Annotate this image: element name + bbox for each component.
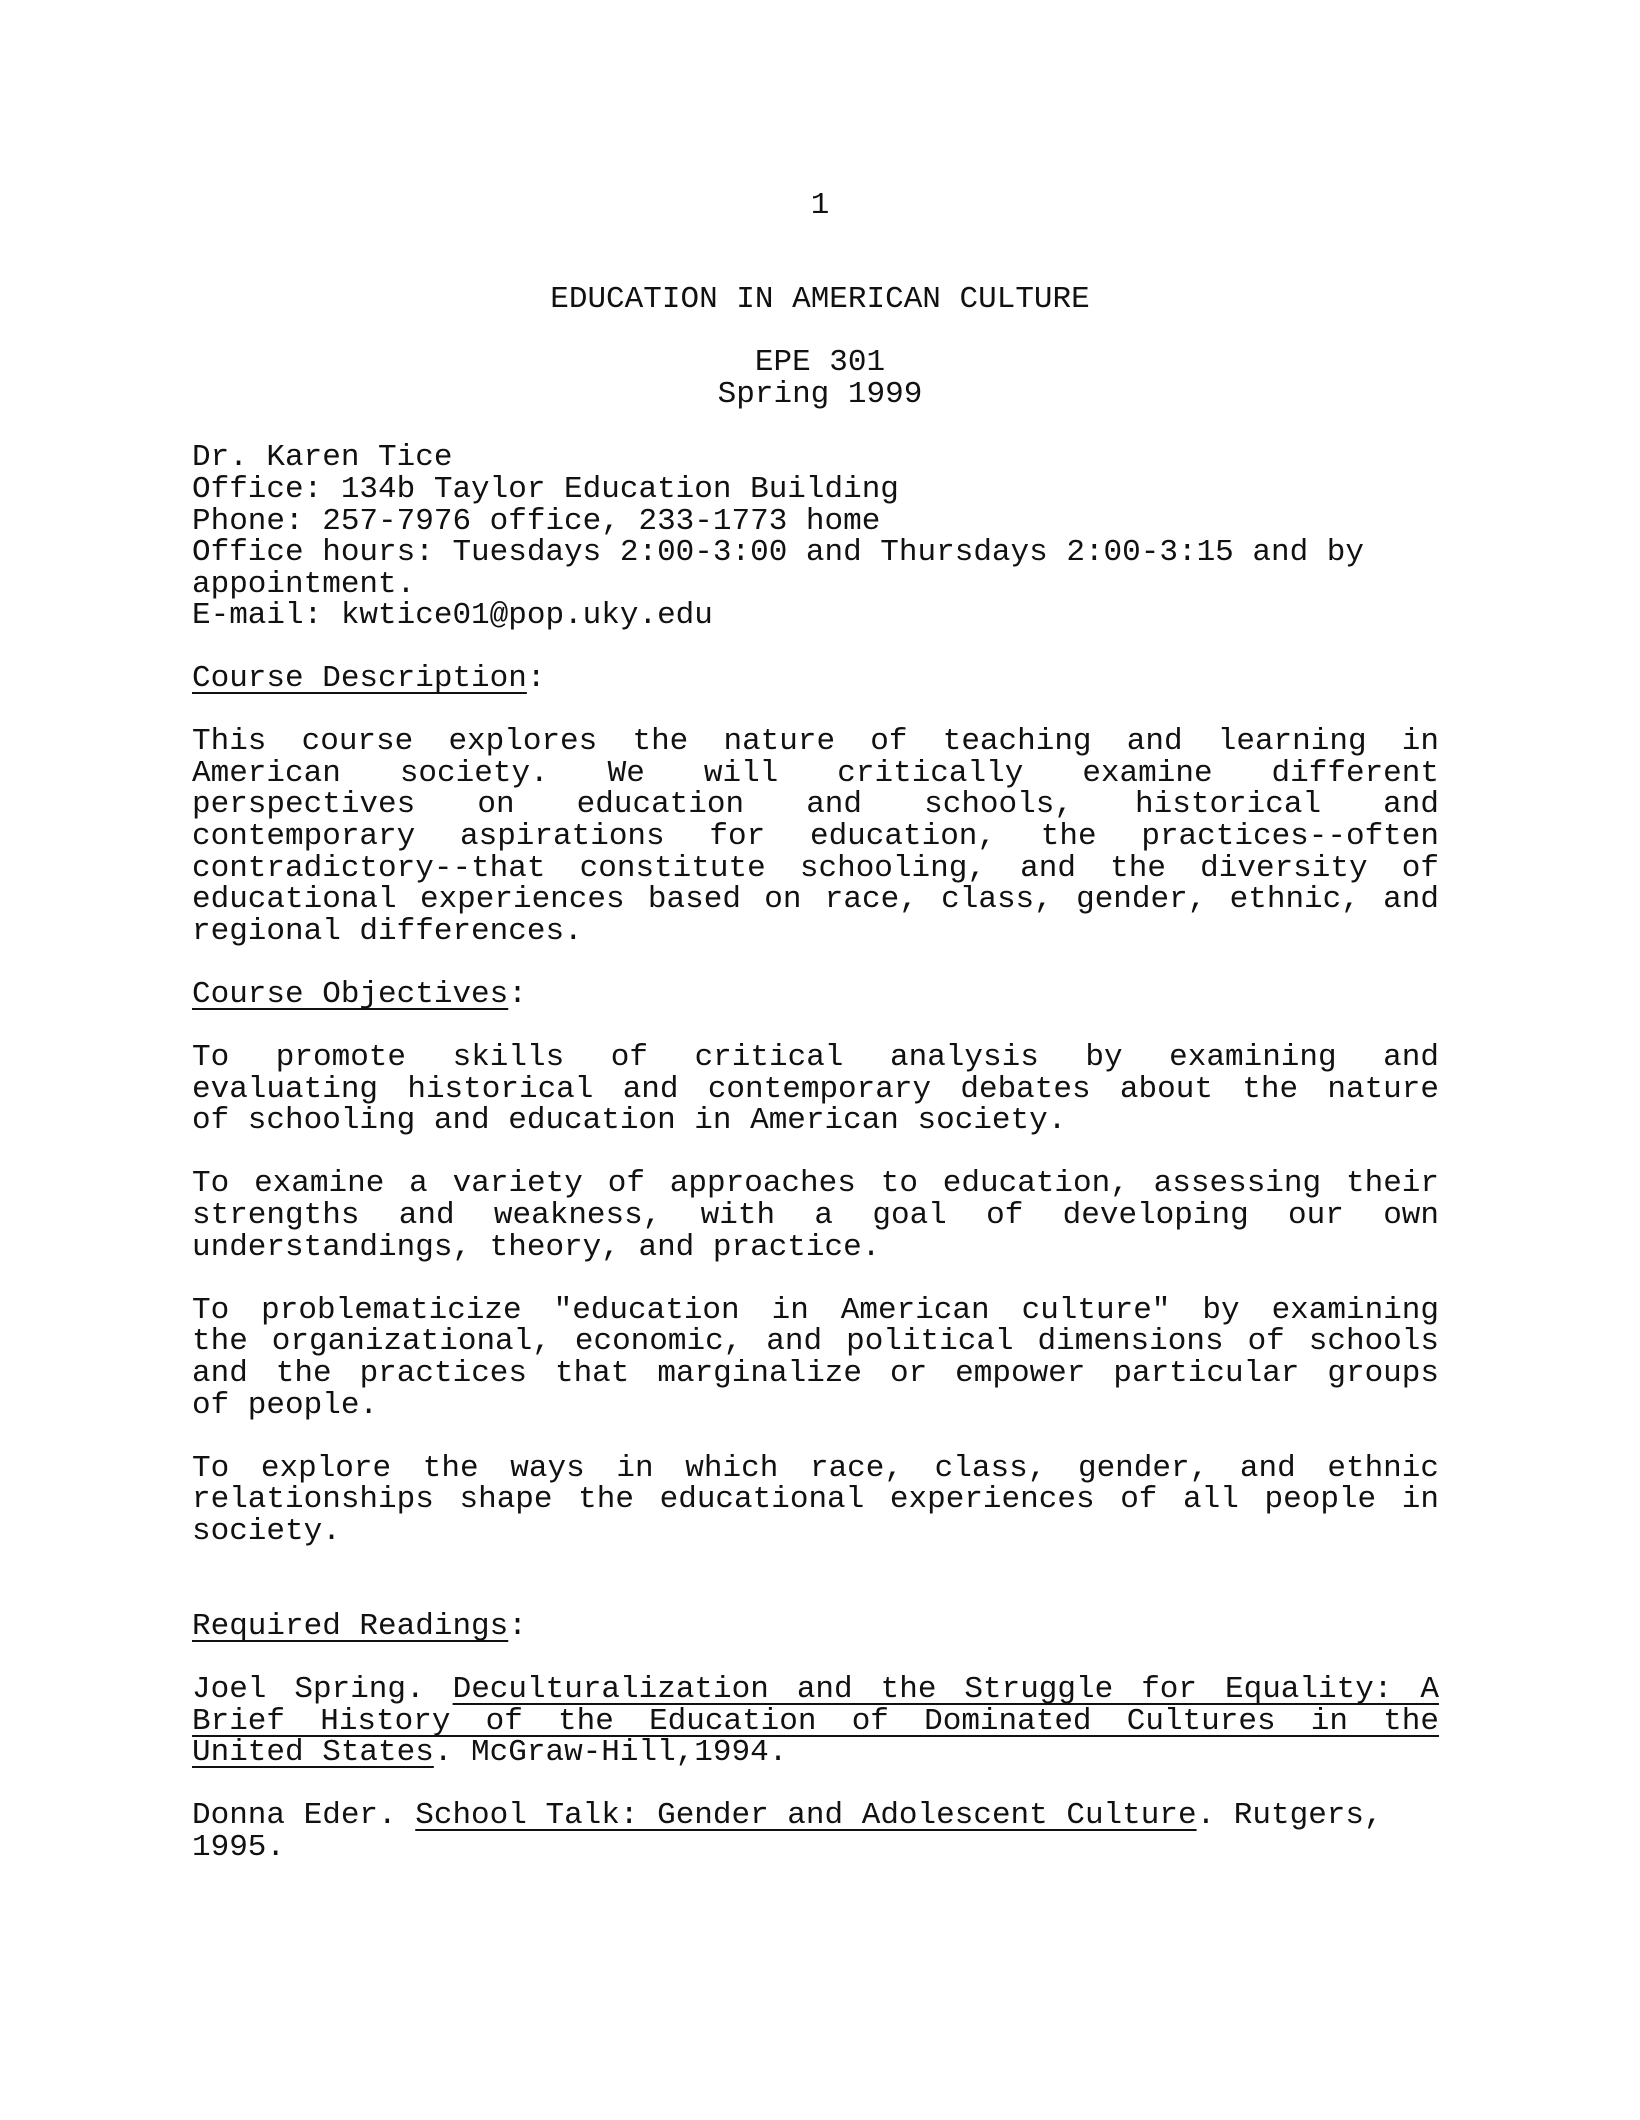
course-code: EPE 301 xyxy=(754,345,886,380)
objective-line: understandings, theory, and practice. xyxy=(192,1230,881,1265)
description-line: American society. We will critically examine different xyxy=(192,756,1439,791)
objective-line: evaluating historical and contemporary debates about the nature xyxy=(192,1072,1439,1107)
page-number: 1 xyxy=(810,188,830,223)
objective-line: To examine a variety of approaches to education, assessing their xyxy=(192,1166,1439,1201)
readings-heading: Required Readings: xyxy=(192,1609,527,1644)
description-line: perspectives on education and schools, historical and xyxy=(192,787,1439,822)
course-title: EDUCATION IN AMERICAN CULTURE xyxy=(550,282,1090,317)
office-hours: Office hours: Tuesdays 2:00-3:00 and Thursdays 2:00-3:15 and by xyxy=(192,535,1364,570)
book-title: Brief History of the Education of Dominated Cultures in the xyxy=(192,1704,1439,1739)
description-line: regional differences. xyxy=(192,914,583,949)
objective-line: relationships shape the educational experiences of all people in xyxy=(192,1482,1439,1517)
office-location: Office: 134b Taylor Education Building xyxy=(192,472,899,507)
objective-line: strengths and weakness, with a goal of developing our own xyxy=(192,1198,1439,1233)
objective-line: To promote skills of critical analysis by examining and xyxy=(192,1040,1439,1075)
objective-line: society. xyxy=(192,1514,341,1549)
instructor-name: Dr. Karen Tice xyxy=(192,440,453,475)
book-title: Deculturalization and the Struggle for Equality: A xyxy=(452,1672,1439,1707)
reading-line xyxy=(192,1706,1439,1738)
reading-line: 1995. xyxy=(192,1830,286,1865)
objective-line: of people. xyxy=(192,1388,379,1423)
reading-line: Donna Eder. School Talk: Gender and Adolescent Culture. Rutgers, xyxy=(192,1798,1383,1833)
book-title: United States xyxy=(192,1735,434,1770)
book-title: School Talk: Gender and Adolescent Culture xyxy=(415,1798,1197,1833)
objective-line: the organizational, economic, and political dimensions of schools xyxy=(192,1324,1439,1359)
office-hours-continued: appointment. xyxy=(192,567,416,602)
description-line: This course explores the nature of teaching and learning in xyxy=(192,724,1439,759)
phone-numbers: Phone: 257-7976 office, 233-1773 home xyxy=(192,504,881,539)
course-term: Spring 1999 xyxy=(717,377,923,412)
reading-line: Joel Spring. Deculturalization and the Struggle for Equality: A xyxy=(192,1672,1439,1707)
description-heading: Course Description: xyxy=(192,661,546,696)
reading-line: United States. McGraw-Hill,1994. xyxy=(192,1735,788,1770)
objective-line: To problematicize "education in American culture" by examining xyxy=(192,1293,1439,1328)
objective-line: To explore the ways in which race, class, gender, and ethnic xyxy=(192,1451,1439,1486)
description-line: contradictory--that constitute schooling, and the diversity of xyxy=(192,851,1439,886)
email-address: E-mail: kwtice01@pop.uky.edu xyxy=(192,598,713,633)
objectives-heading: Course Objectives: xyxy=(192,977,527,1012)
description-line: educational experiences based on race, class, gender, ethnic, and xyxy=(192,882,1439,917)
description-line: contemporary aspirations for education, the practices--often xyxy=(192,819,1439,854)
objective-line: of schooling and education in American society. xyxy=(192,1103,1067,1138)
objective-line: and the practices that marginalize or empower particular groups xyxy=(192,1356,1439,1391)
